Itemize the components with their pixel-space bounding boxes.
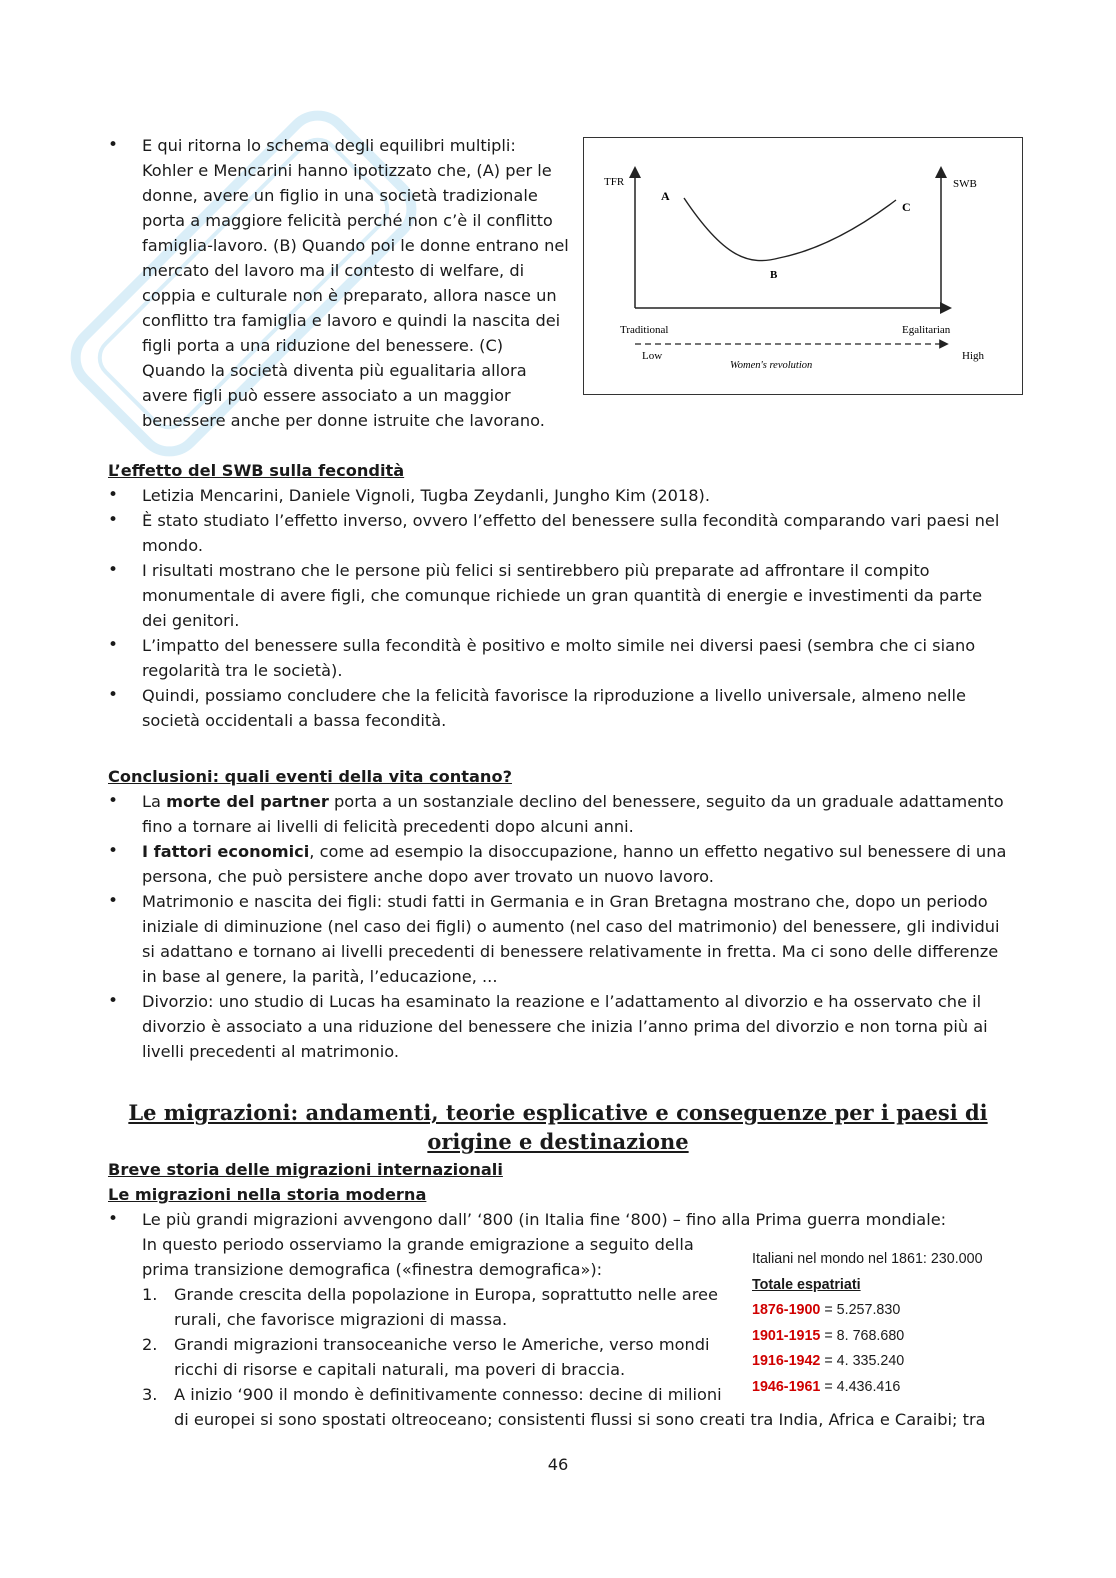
list-item: • È stato studiato l’effetto inverso, ovvero l’effetto del benessere sulla fecondità comparando vari paesi nel mondo. <box>108 508 1008 558</box>
subheading: Breve storia delle migrazioni internazionali <box>108 1160 503 1179</box>
subheading: Le migrazioni nella storia moderna <box>108 1185 427 1204</box>
numbered-item: 2. Grandi migrazioni transoceaniche verso le Americhe, verso mondi ricchi di risorse e capitali naturali, ma poveri di braccia. <box>142 1335 710 1379</box>
bold-phrase: I fattori economici <box>142 842 310 861</box>
page-number: 46 <box>547 1455 569 1474</box>
bold-phrase: morte del partner <box>166 792 329 811</box>
conclusioni-heading: Conclusioni: quali eventi della vita contano? <box>108 767 512 786</box>
stats-row: 1901-1915 = 8. 768.680 <box>752 1327 905 1344</box>
numbered-item: 1. Grande crescita della popolazione in Europa, soprattutto nelle aree rurali, che favorisce migrazioni di massa. <box>142 1285 718 1329</box>
revolution-caption: Women's revolution <box>730 360 813 371</box>
point-a-label: A <box>661 189 670 203</box>
swb-heading: L’effetto del SWB sulla fecondità <box>108 461 405 480</box>
stats-heading: Totale espatriati <box>752 1276 861 1293</box>
low-label: Low <box>642 350 663 362</box>
list-item: • I fattori economici, come ad esempio la disoccupazione, hanno un effetto negativo sul benessere di una persona, che può persistere anche dopo aver trovato un nuovo lavoro. <box>108 839 1008 889</box>
emigration-stats <box>752 1247 1022 1400</box>
swb-label: SWB <box>953 178 977 190</box>
egalitarian-label: Egalitarian <box>902 324 951 336</box>
stats-row: 1876-1900 = 5.257.830 <box>752 1302 901 1318</box>
migrazioni-title: Le migrazioni: andamenti, teorie esplicative e conseguenze per i paesi di origine e destinazione <box>128 1100 988 1154</box>
stats-row: 1916-1942 = 4. 335.240 <box>752 1353 905 1369</box>
list-item: • Quindi, possiamo concludere che la felicità favorisce la riproduzione a livello universale, almeno nelle società occidentali a bassa fecondità. <box>108 683 1008 733</box>
swb-section <box>108 458 1008 733</box>
list-item: • Letizia Mencarini, Daniele Vignoli, Tugba Zeydanli, Jungho Kim (2018). <box>108 483 1008 508</box>
u-curve <box>684 198 896 261</box>
stats-row: 1946-1961 = 4.436.416 <box>752 1378 901 1395</box>
conclusioni-section <box>108 764 1008 1064</box>
list-item: • La morte del partner porta a un sostanziale declino del benessere, seguito da un graduale adattamento fino a tornare ai livelli di felicità precedenti dopo alcuni anni. <box>108 789 1008 839</box>
u-curve-diagram <box>584 138 1022 394</box>
intro-bullet: • E qui ritorna lo schema degli equilibri multipli: Kohler e Mencarini hanno ipotizzato che, (A) per le donne, avere un figlio in una società tradizionale porta a maggiore felicità perché non c’è il conflitto famiglia-lavoro. (B) Quando poi le donne entrano nel mercato del lavoro ma il contesto di welfare, di coppia e culturale non è preparato, allora nasce un conflitto tra famiglia e lavoro e quindi la nascita dei figli porta a una riduzione del benessere. (C) Quando la società diventa più egualitaria allora avere figli può essere associato a un maggior benessere anche per donne istruite che lavorano. <box>108 133 570 433</box>
list-item: • Le più grandi migrazioni avvengono dall’ ‘800 (in Italia fine ‘800) – fino alla Prima guerra mondiale: In questo periodo osserviamo la grande emigrazione a seguito della prima transizione demografica («finestra demografica»): 1. Grande crescita della popolazione in Europa, soprattutto nelle aree rurali, che favorisce migrazioni di massa. 2. Grandi migrazioni transoceaniche verso le Americhe, verso mondi ricchi di risorse e capitali naturali, ma poveri di braccia. 3. A inizio ‘900 il mondo è definitivamente connesso: decine di milioni di europei si sono spostati oltreoceano; consistenti flussi si sono creati tra India, Africa e Caraibi; tra <box>108 1207 1008 1432</box>
intro-section <box>108 133 570 433</box>
stats-intro: Italiani nel mondo nel 1861: 230.000 <box>752 1251 983 1267</box>
list-item: • Divorzio: uno studio di Lucas ha esaminato la reazione e l’adattamento al divorzio e ha osservato che il divorzio è associato a una riduzione del benessere che inizia l’anno prima del divorzio e non torna più ai livelli precedenti al matrimonio. <box>108 989 1008 1064</box>
u-curve-figure <box>583 137 1023 395</box>
tfr-label: TFR <box>604 176 625 188</box>
list-item: • I risultati mostrano che le persone più felici si sentirebbero più preparate ad affrontare il compito monumentale di avere figli, che comunque richiede un gran quantità di energie e investimenti da parte dei genitori. <box>108 558 1008 633</box>
list-item: • Matrimonio e nascita dei figli: studi fatti in Germania e in Gran Bretagna mostrano che, dopo un periodo iniziale di diminuzione (nel caso dei figli) o aumento (nel caso del matrimonio) del benessere, gli individui si adattano e tornano ai livelli precedenti di benessere relativamente in fretta. Ma ci sono delle differenze in base al genere, la parità, l’educazione, ... <box>108 889 1008 989</box>
list-item: • L’impatto del benessere sulla fecondità è positivo e molto simile nei diversi paesi (sembra che ci siano regolarità tra le società). <box>108 633 1008 683</box>
point-c-label: C <box>902 200 911 214</box>
high-label: High <box>962 350 984 362</box>
numbered-item: 3. A inizio ‘900 il mondo è definitivamente connesso: decine di milioni di europei si sono spostati oltreoceano; consistenti flussi si sono creati tra India, Africa e Caraibi; tra <box>142 1385 986 1429</box>
traditional-label: Traditional <box>620 324 669 336</box>
point-b-label: B <box>770 269 778 281</box>
